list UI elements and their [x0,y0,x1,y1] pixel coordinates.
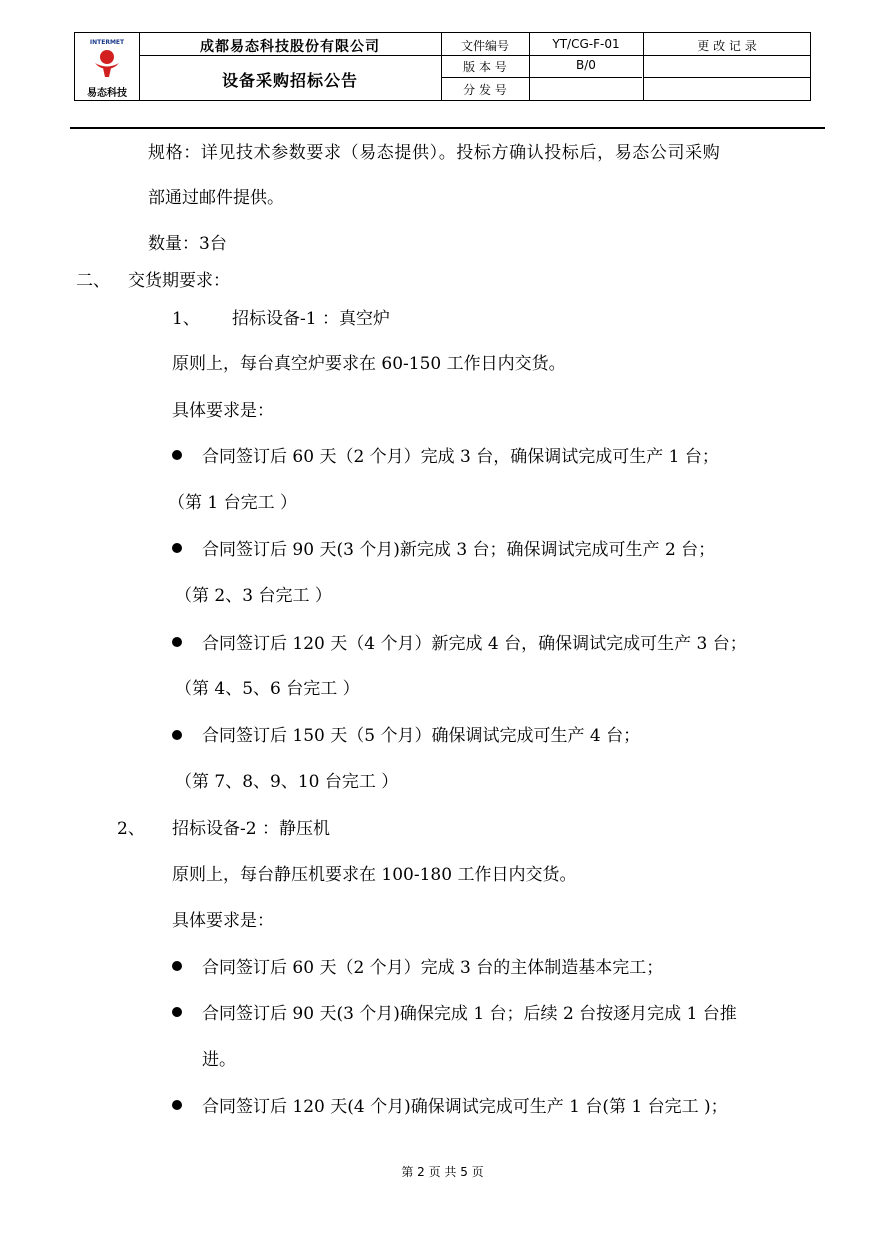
bullet-icon [172,543,182,553]
logo-bottom-text: 易态科技 [87,88,127,99]
item-1-bullet-3: 合同签订后 120 天（4 个月）新完成 4 台，确保调试完成可生产 3 台； [202,634,747,654]
item-1-specific: 具体要求是： [172,401,274,421]
change-record-label: 更 改 记 录 [697,39,757,53]
bullet-icon [172,1100,182,1110]
item-1-title: 招标设备-1 ：真空炉 [232,309,390,329]
version-label: 版 本 号 [463,60,507,74]
section-2-number: 二、 [76,271,110,291]
item-2-bullet-2: 合同签订后 90 天(3 个月)确保完成 1 台；后续 2 台按逐月完成 1 台推 [202,1004,737,1024]
item-1-bullet-3-note: （第 4、5、6 台完工 ） [175,679,360,699]
document-header-table [74,32,811,101]
company-name: 成都易态科技股份有限公司 [200,39,380,55]
item-2-principle: 原则上，每台静压机要求在 100-180 工作日内交货。 [172,865,577,885]
spec-line-2: 部通过邮件提供。 [148,188,284,208]
bullet-icon [172,637,182,647]
document-title: 设备采购招标公告 [221,71,358,90]
item-2-bullet-3: 合同签订后 120 天(4 个月)确保调试完成可生产 1 台(第 1 台完工 )； [202,1097,728,1117]
file-number-value: YT/CG-F-01 [552,37,620,51]
page-footer: 第 2 页 共 5 页 [401,1165,484,1179]
bullet-icon [172,961,182,971]
section-2-title: 交货期要求： [128,271,230,291]
file-number-label: 文件编号 [460,39,509,53]
item-2-number: 2、 [117,819,145,839]
item-1-bullet-1: 合同签订后 60 天（2 个月）完成 3 台，确保调试完成可生产 1 台； [202,447,719,467]
item-1-bullet-2: 合同签订后 90 天(3 个月)新完成 3 台；确保调试完成可生产 2 台； [202,540,716,560]
version-value: B/0 [576,58,596,72]
item-1-bullet-4-note: （第 7、8、9、10 台完工 ） [175,772,399,792]
bullet-icon [172,730,182,740]
spec-line-1: 规格：详见技术参数要求（易态提供）。投标方确认投标后，易态公司采购 [148,143,721,163]
item-2-bullet-2-cont: 进。 [202,1050,236,1070]
quantity-line: 数量：3台 [148,234,227,254]
bullet-icon [172,1007,182,1017]
header-rule [70,127,825,129]
item-1-principle: 原则上，每台真空炉要求在 60-150 工作日内交货。 [172,354,566,374]
item-1-bullet-1-note: （第 1 台完工 ） [168,493,298,513]
logo-top-text: INTERMET [89,39,125,46]
item-2-title: 招标设备-2 ：静压机 [172,819,330,839]
item-1-bullet-4: 合同签订后 150 天（5 个月）确保调试完成可生产 4 台； [202,726,641,746]
bullet-icon [172,450,182,460]
distribution-label: 分 发 号 [463,83,507,97]
logo-emblem-icon [92,48,122,78]
item-2-specific: 具体要求是： [172,911,274,931]
item-1-bullet-2-note: （第 2、3 台完工 ） [175,586,332,606]
company-logo [77,35,137,98]
item-1-number: 1、 [172,309,200,329]
item-2-bullet-1: 合同签订后 60 天（2 个月）完成 3 台的主体制造基本完工； [202,958,664,978]
